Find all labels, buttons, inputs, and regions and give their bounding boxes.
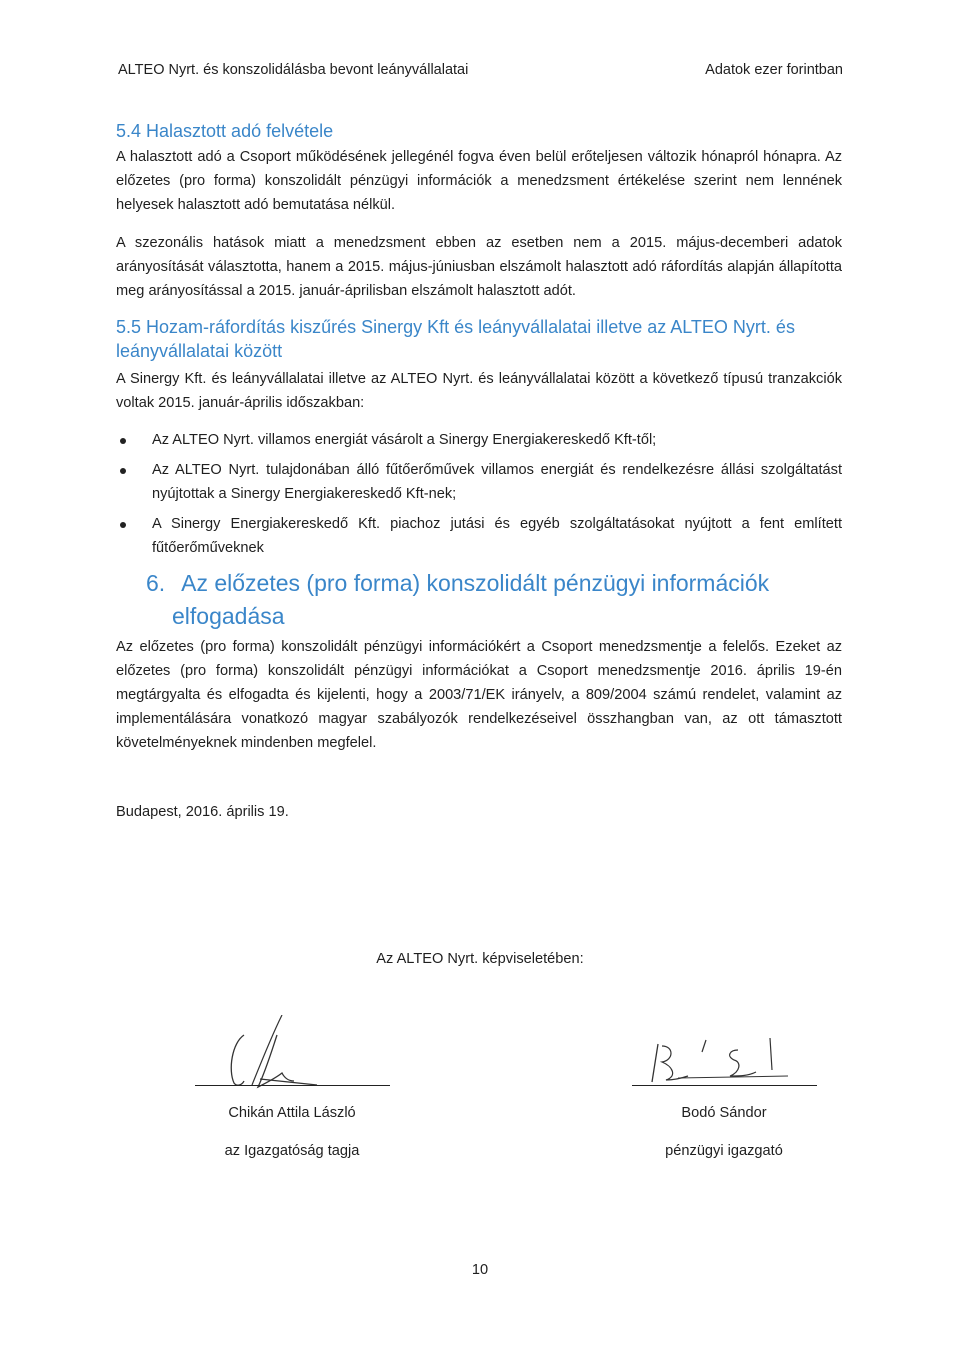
signature-line-left [195, 1085, 390, 1086]
section-5-4-title: 5.4 Halasztott adó felvétele [116, 121, 334, 141]
transaction-list [116, 428, 842, 566]
header-company: ALTEO Nyrt. és konszolidálásba bevont leányvállalatai [118, 62, 469, 78]
section-6-title-line-1: Az előzetes (pro forma) konszolidált pénzügyi információk [181, 570, 770, 596]
signature-line-right [632, 1085, 817, 1086]
place-and-date: Budapest, 2016. április 19. [116, 804, 289, 820]
list-item-text: Az ALTEO Nyrt. villamos energiát vásárolt a Sinergy Energiakereskedő Kft-től; [152, 432, 657, 448]
signatory-role-right: pénzügyi igazgató [665, 1143, 783, 1159]
list-item [116, 512, 842, 560]
signatory-name-right: Bodó Sándor [681, 1105, 767, 1121]
signature-bodo-image [648, 1032, 798, 1087]
signature-chikan-image [222, 1015, 322, 1090]
list-item [116, 428, 842, 452]
list-item [116, 458, 842, 506]
section-6-paragraph: Az előzetes (pro forma) konszolidált pénzügyi információkért a Csoport menedzsmentje a felelős. Ezeket az előzetes (pro forma) konszolidált pénzügyi információkat a Csoport menedzsmentje 2016. április 19-én megtárgyalta és elfogadta és kijelenti, hogy a 2003/71/EK irányelv, a 809/2004 számú rendelet, valamint az implementálására vonatkozó magyar szabályozók rendelkezéseivel összhangban van, az ott támasztott követelményeknek mindenben megfelel. [116, 639, 842, 751]
section-6-number: 6. [146, 570, 166, 596]
list-item-text: Az ALTEO Nyrt. tulajdonában álló fűtőerőművek villamos energiát és rendelkezésre állási szolgáltatást nyújtottak a Sinergy Energiakereskedő Kft-nek; [152, 462, 842, 502]
section-5-4-paragraph-2: A szezonális hatások miatt a menedzsment ebben az esetben nem a 2015. május-decemberi adatok arányosítását választotta, hanem a 2015. május-júniusban elszámolt halasztott adó ráfordítás alapján állapította meg arányosítással a 2015. január-áprilisban elszámolt halasztott adót. [116, 235, 842, 299]
section-5-5-intro: A Sinergy Kft. és leányvállalatai illetve az ALTEO Nyrt. és leányvállalatai között a következő típusú tranzakciók voltak 2015. január-április időszakban: [116, 371, 842, 411]
bullet-icon [120, 522, 126, 528]
bullet-icon [120, 438, 126, 444]
list-item-text: A Sinergy Energiakereskedő Kft. piachoz jutási és egyéb szolgáltatásokat nyújtott a fent említett fűtőerőműveknek [152, 516, 842, 556]
section-6-title-line-2: elfogadása [172, 603, 285, 629]
section-5-5-title: 5.5 Hozam-ráfordítás kiszűrés Sinergy Kft és leányvállalatai illetve az ALTEO Nyrt. és leányvállalatai között [116, 317, 795, 361]
header-units: Adatok ezer forintban [705, 62, 843, 78]
section-5-4-paragraph-1: A halasztott adó a Csoport működésének jellegénél fogva éven belül erőteljesen változik hónapról hónapra. Az előzetes (pro forma) konszolidált pénzügyi információk a menedzsment értékelése szerint nem lennének helyesek halasztott adó bemutatása nélkül. [116, 149, 842, 213]
page-number: 10 [471, 1262, 489, 1278]
signatory-name-left: Chikán Attila László [228, 1105, 356, 1121]
bullet-icon [120, 468, 126, 474]
section-6-title [146, 567, 846, 633]
page-header [118, 62, 843, 84]
signatory-role-left: az Igazgatóság tagja [224, 1143, 360, 1159]
representation-line: Az ALTEO Nyrt. képviseletében: [376, 951, 584, 967]
